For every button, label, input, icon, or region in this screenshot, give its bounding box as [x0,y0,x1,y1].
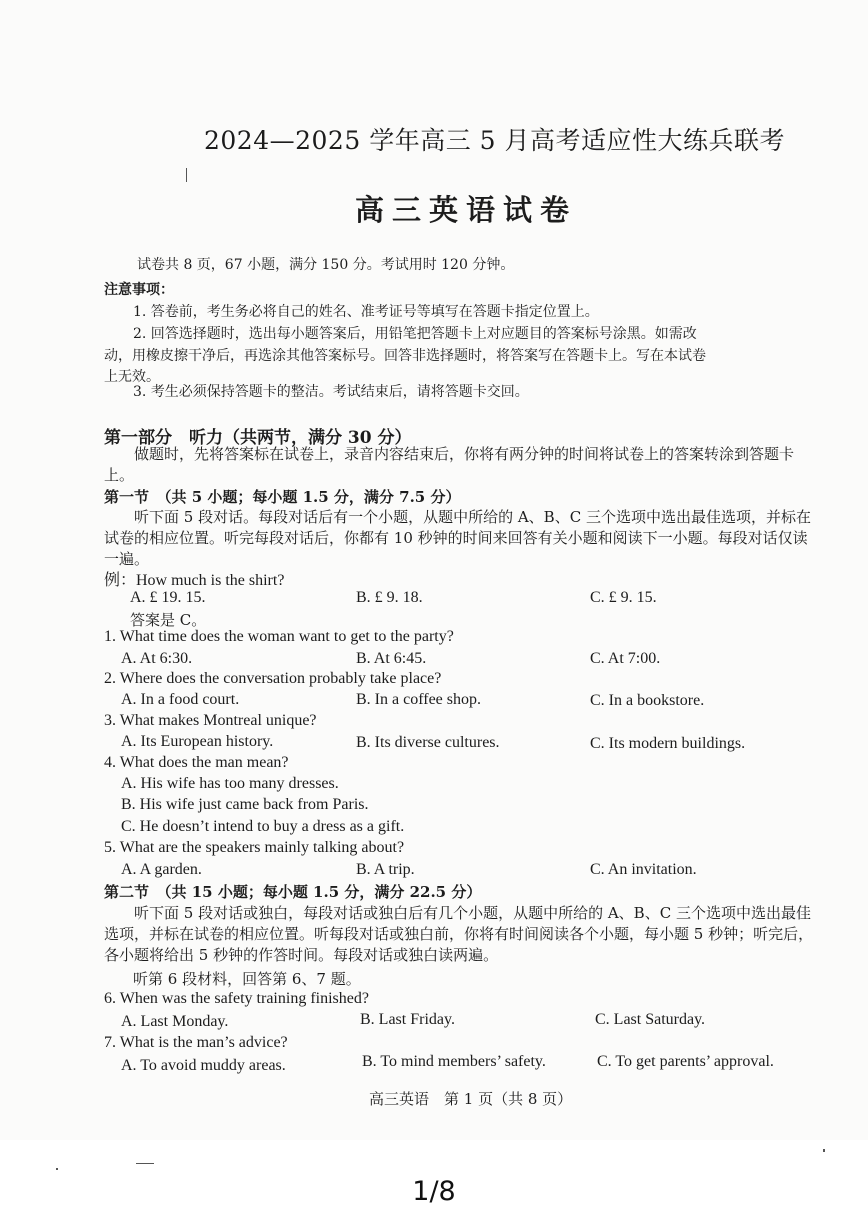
q4-option-c: C. He doesn’t intend to buy a dress as a gift. [121,818,405,835]
q3-option-b: B. Its diverse cultures. [356,734,500,751]
note-line: 1. 答卷前，考生务必将自己的姓名、准考证号等填写在答题卡指定位置上。 [133,304,599,320]
q3-option-c: C. Its modern buildings. [590,735,746,752]
part1-heading: 第一部分 听力（共两节，满分 30 分） [104,428,412,448]
q2-option-c: C. In a bookstore. [590,692,705,709]
example-option-c: C. £ 9. 15. [590,589,657,606]
q7-option-b: B. To mind members’ safety. [362,1053,546,1070]
scan-dot-mark [823,1149,825,1152]
scan-tick-mark [186,168,187,182]
q2-option-b: B. In a coffee shop. [356,691,481,708]
section1-heading: 第一节 （共 5 小题；每小题 1.5 分，满分 7.5 分） [104,488,461,506]
exam-info-line: 试卷共 8 页，67 小题，满分 150 分。考试用时 120 分钟。 [137,257,515,273]
q1-option-c: C. At 7:00. [590,650,661,667]
question-7: 7. What is the man’s advice? [104,1034,288,1051]
note-line: 3. 考生必须保持答题卡的整洁。考试结束后，请将答题卡交回。 [133,384,529,400]
q1-option-a: A. At 6:30. [121,650,193,667]
q6-option-a: A. Last Monday. [121,1013,229,1030]
q3-option-a: A. Its European history. [121,733,274,750]
q5-option-c: C. An invitation. [590,861,697,878]
q6-option-b: B. Last Friday. [360,1011,455,1028]
section1-instruction: 听下面 5 段对话。每段对话后有一个小题，从题中所给的 A、B、C 三个选项中选出最佳选项，并标在试卷的相应位置。听完每段对话后，你都有 10 秒钟的时间来回答有关小题和阅读下一小题。每段对话仅读一遍。 [104,508,811,568]
q5-option-a: A. A garden. [121,861,202,878]
example-answer: 答案是 C。 [130,611,207,629]
q5-option-b: B. A trip. [356,861,415,878]
question-3: 3. What makes Montreal unique? [104,712,317,729]
example-option-a: A. £ 19. 15. [130,589,206,606]
scan-dot-mark [56,1168,58,1170]
exam-title: 2024—2025 学年高三 5 月高考适应性大练兵联考 [204,126,785,155]
page-indicator: 1/8 [412,1176,456,1207]
question-6: 6. When was the safety training finished? [104,990,369,1007]
q4-option-b: B. His wife just came back from Paris. [121,796,369,813]
note-line: 上无效。 [104,369,160,385]
q1-option-b: B. At 6:45. [356,650,427,667]
q7-option-a: A. To avoid muddy areas. [121,1057,286,1074]
q4-option-a: A. His wife has too many dresses. [121,775,339,792]
example-option-b: B. £ 9. 18. [356,589,423,606]
section2-material: 听第 6 段材料，回答第 6、7 题。 [133,970,361,988]
note-line: 动，用橡皮擦干净后，再选涂其他答案标号。回答非选择题时，将答案写在答题卡上。写在本试卷 [104,348,706,364]
scan-dash-mark [136,1163,154,1164]
question-4: 4. What does the man mean? [104,754,289,771]
note-line: 2. 回答选择题时，选出每小题答案后，用铅笔把答题卡上对应题目的答案标号涂黑。如需改 [133,326,697,342]
question-5: 5. What are the speakers mainly talking about? [104,839,405,856]
question-2: 2. Where does the conversation probably take place? [104,670,442,687]
q6-option-c: C. Last Saturday. [595,1011,706,1028]
q2-option-a: A. In a food court. [121,691,240,708]
page-footer: 高三英语 第 1 页（共 8 页） [369,1090,573,1108]
section2-heading: 第二节 （共 15 小题；每小题 1.5 分，满分 22.5 分） [104,883,482,901]
q7-option-c: C. To get parents’ approval. [597,1053,774,1070]
question-1: 1. What time does the woman want to get to the party? [104,628,454,645]
subject-title: 高三英语试卷 [355,193,578,227]
part1-instruction: 做题时，先将答案标在试卷上，录音内容结束后，你将有两分钟的时间将试卷上的答案转涂到答题卡上。 [104,445,795,484]
notes-heading: 注意事项： [104,282,174,298]
example-question: 例：How much is the shirt? [104,572,285,589]
section2-instruction: 听下面 5 段对话或独白，每段对话或独白后有几个小题，从题中所给的 A、B、C 三个选项中选出最佳选项，并标在试卷的相应位置。听每段对话或独白前，你将有时间阅读各个小题，每小题 5 秒钟；听完后，各小题将给出 5 秒钟的作答时间。每段对话或独白读两遍。 [104,904,814,964]
